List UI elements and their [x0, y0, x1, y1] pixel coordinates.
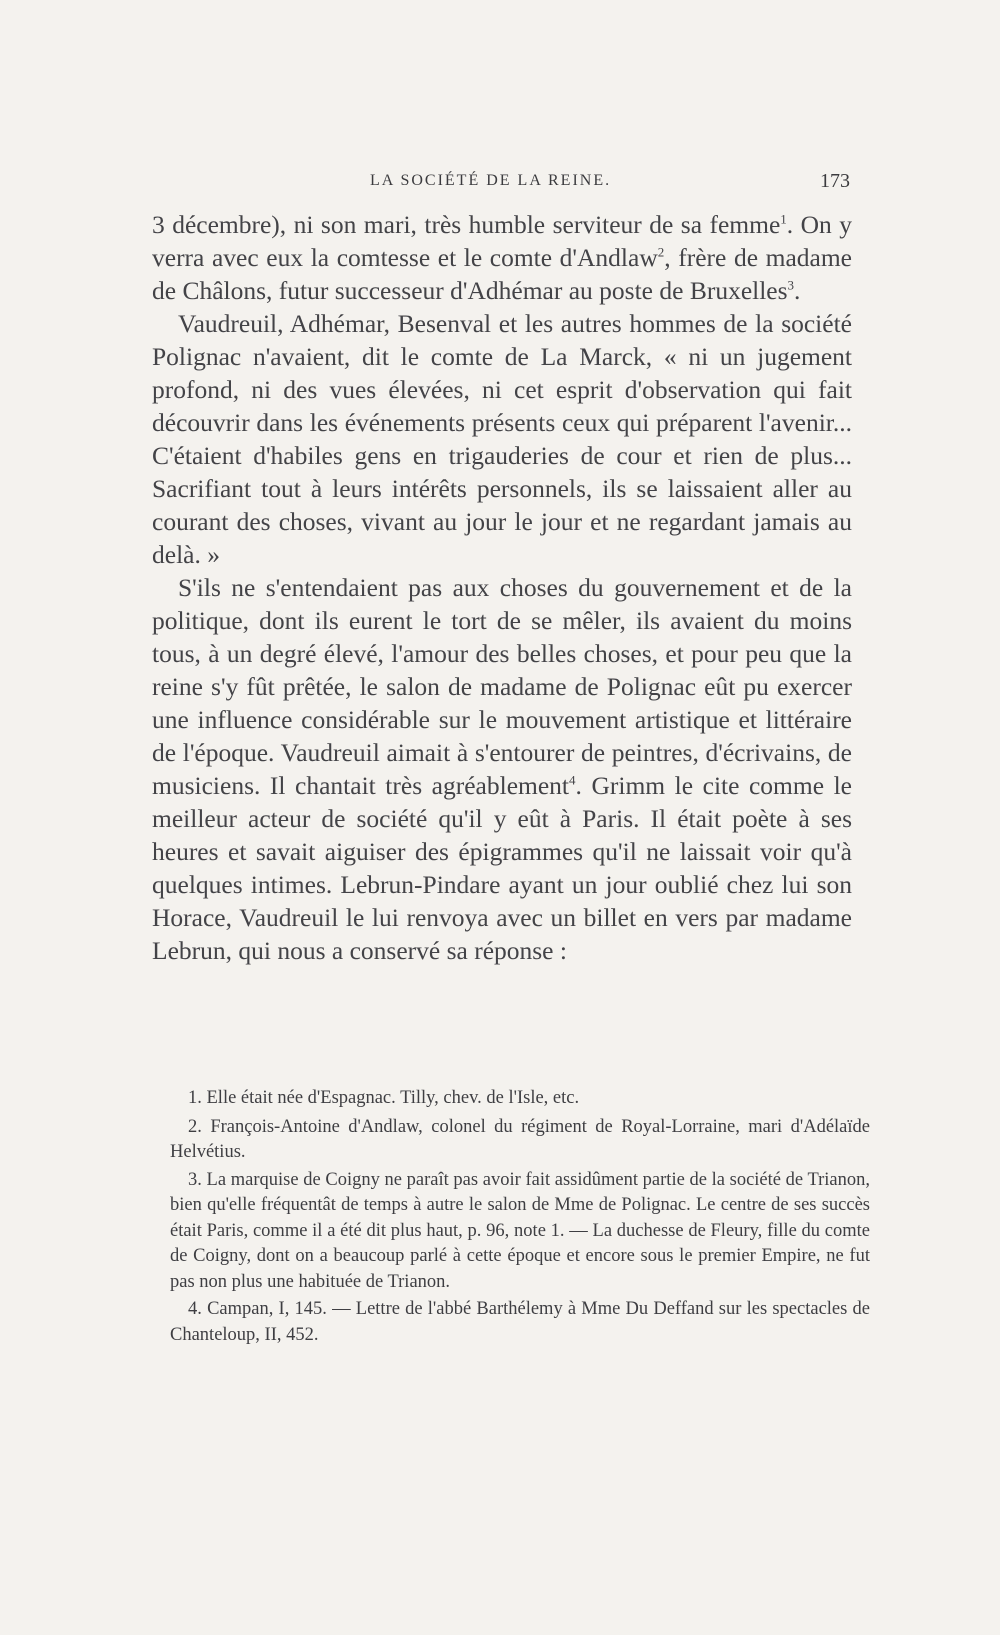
page-header: [150, 172, 850, 202]
paragraph-3-text-a: S'ils ne s'entendaient pas aux choses du gouvernement et de la politique, dont ils eurent le tort de se mêler, ils avaient du moins tous, à un degré élevé, l'amour des belles choses, et pour peu que la reine s'y fût prêtée, le salon de madame de Polignac eût pu exercer une influence considérable sur le mouvement artistique et littéraire de l'époque. Vaudreuil aimait à s'entourer de peintres, d'écrivains, de musiciens. Il chantait très agréablement: [152, 573, 852, 800]
footnote-2: 2. François-Antoine d'Andlaw, colonel du régiment de Royal-Lorraine, mari d'Adélaïde Helvétius.: [170, 1116, 870, 1162]
page-number: 173: [820, 170, 850, 192]
running-title: LA SOCIÉTÉ DE LA REINE.: [370, 172, 612, 189]
footnote-ref-2: 2: [657, 244, 665, 260]
paragraph-1: [152, 208, 852, 307]
footnote-ref-1: 1: [780, 211, 787, 227]
paragraph-2: Vaudreuil, Adhémar, Besenval et les autres hommes de la société Polignac n'avaient, dit le comte de La Marck, « ni un jugement profond, ni des vues élevées, ni cet esprit d'observation qui fait découvrir dans les événements présents ceux qui préparent l'avenir... C'étaient d'habiles gens en trigauderies de cour et rien de plus... Sacrifiant tout à leurs intérêts personnels, ils se laissaient aller au courant des choses, vivant au jour le jour et ne regardant jamais au delà. »: [152, 309, 852, 569]
footnote-ref-3: 3: [787, 277, 795, 293]
paragraph-3-text-b: . Grimm le cite comme le meilleur acteur de société qu'il y eût à Paris. Il était poète à ses heures et savait aiguiser des épigrammes qu'il ne laissait voir qu'à quelques intimes. Lebrun-Pindare ayant un jour oublié chez lui son Horace, Vaudreuil le lui renvoya avec un billet en vers par madame Lebrun, qui nous a conservé sa réponse :: [152, 771, 853, 965]
footnote-3: 3. La marquise de Coigny ne paraît pas avoir fait assidûment partie de la société de Trianon, bien qu'elle fréquentât de temps à autre le salon de Mme de Polignac. Le centre de ses succès était Paris, comme il a été dit plus haut, p. 96, note 1. — La duchesse de Fleury, fille du comte de Coigny, dont on a beaucoup parlé à cette époque et encore sous le premier Empire, ne fut pas non plus une habituée de Trianon.: [170, 1169, 870, 1292]
paragraph-3: [152, 571, 852, 967]
paragraph-1-text-d: .: [794, 276, 801, 305]
paragraph-1-text-b: . On y verra avec eux la comtesse et le comte d'Andlaw: [152, 210, 852, 272]
footnote-ref-4: 4: [569, 772, 576, 788]
paragraph-1-text-a: 3 décembre), ni son mari, très humble serviteur de sa femme: [152, 210, 781, 239]
main-text: [152, 208, 852, 967]
footnote-1: 1. Elle était née d'Espagnac. Tilly, chev. de l'Isle, etc.: [188, 1088, 580, 1108]
footnotes: [170, 1086, 870, 1350]
footnote-4: 4. Campan, I, 145. — Lettre de l'abbé Barthélemy à Mme Du Deffand sur les spectacles de Chanteloup, II, 452.: [170, 1299, 870, 1345]
paragraph-1-text-c: , frère de madame de Châlons, futur successeur d'Adhémar au poste de Bruxelles: [152, 243, 852, 305]
